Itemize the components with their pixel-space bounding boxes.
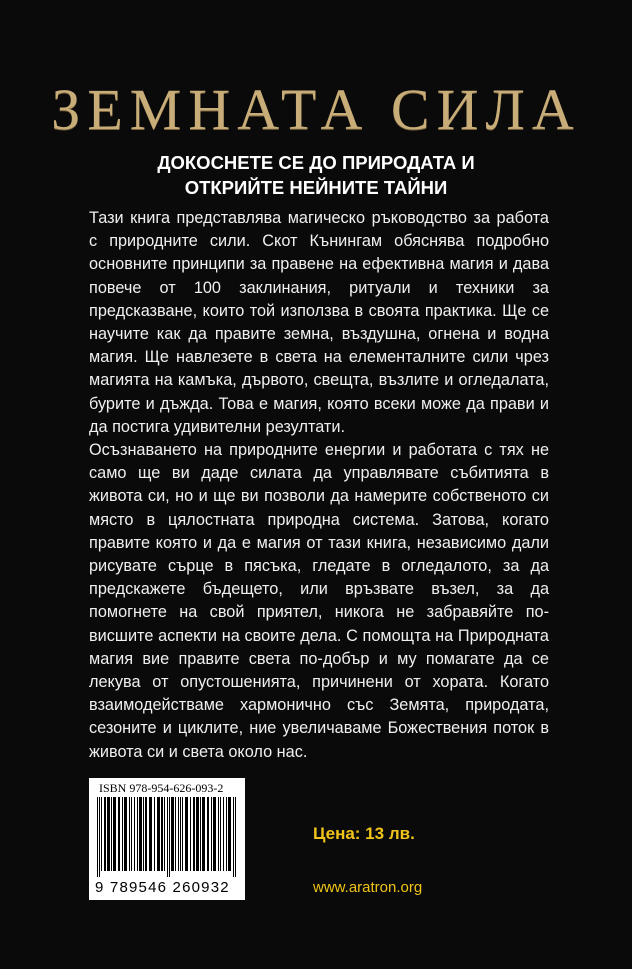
description-paragraph-2: Осъзнаването на природните енергии и работата с тях не само ще ви даде силата да управлявате събитията в живота си, но и ще ви позволи да намерите собственото си място в цялостната природна система. Затова, когато правите която и да е магия от тази книга, независимо дали рисувате сърце в пясъка, гледате в огледалото, за да предскажете бъдещето, или връзвате възел, за да помогнете на свой приятел, никога не забравяйте по-висшите аспекти на своите дела. С помощта на Природната магия вие правите света по-добър и му помагате да се лекува от опустошенията, причинени от хората. Когато взаимодействаме хармонично със Земята, природата, сезоните и циклите, ние увеличаваме Божествения поток в живота си и света около нас. (89, 441, 549, 761)
website-link[interactable]: www.aratron.org (313, 879, 423, 896)
description-paragraph-1: Тази книга представлява магическо ръководство за работа с природните сили. Скот Кънингам обяснява подробно основните принципи за правене на ефективна магия и дава повече от 100 заклинания, ритуали и техники за предсказване, които той използва в своята практика. Ще се научите как да правите земна, въздушна, огнена и водна магия. Ще навлезете в света на елементалните сили чрез магията на камъка, дървото, свещта, възлите и огледалата, бурите и дъжда. Това е магия, която всеки може да прави и да постига удивителни резултати. (89, 209, 549, 436)
description (89, 207, 549, 764)
barcode (89, 778, 245, 900)
barcode-bars (97, 797, 237, 877)
ean-digits: 9 789546 260932 (95, 879, 230, 896)
subtitle-line-2: ОТКРИЙТЕ НЕЙНИТЕ ТАЙНИ (184, 177, 448, 198)
subtitle-line-1: ДОКОСНЕТЕ СЕ ДО ПРИРОДАТА И (157, 152, 475, 173)
isbn-label: ISBN 978-954-626-093-2 (99, 781, 224, 795)
price: Цена: 13 лв. (313, 824, 415, 843)
book-title: ЗЕМНАТА СИЛА (51, 77, 581, 142)
subtitle (0, 150, 632, 200)
